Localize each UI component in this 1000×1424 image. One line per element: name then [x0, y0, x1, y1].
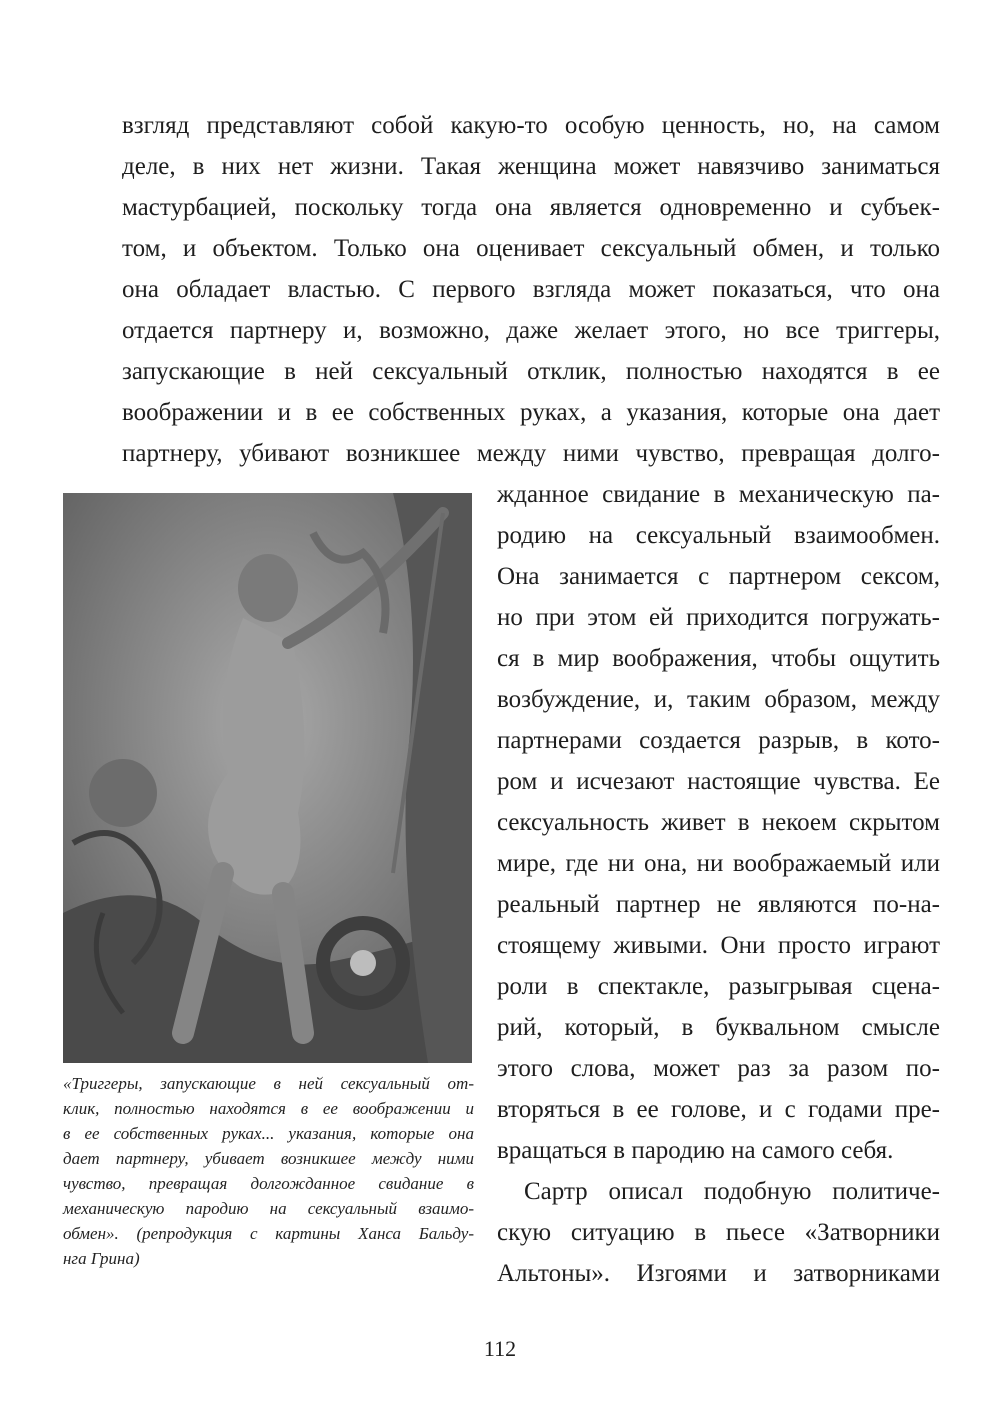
body-line: Сартр описал подобную политиче-: [524, 1178, 940, 1205]
body-line: реальный партнер не являются по-на-: [497, 891, 940, 918]
figure-caption-line: нга Грина): [63, 1249, 140, 1268]
figure-caption-line: клик, полностью находятся в ее воображении и: [63, 1099, 474, 1118]
body-line: Альтоны». Изгоями и затворниками: [497, 1260, 940, 1287]
body-line: сексуальность живет в некоем скрытом: [497, 809, 940, 836]
body-line: ся в мир воображения, чтобы ощутить: [497, 645, 940, 672]
body-line: партнерами создается разрыв, в кото-: [497, 727, 940, 754]
body-line: Она занимается с партнером сексом,: [497, 563, 940, 590]
body-line: ром и исчезают настоящие чувства. Ее: [497, 768, 940, 795]
body-line: родию на сексуальный взаимообмен.: [497, 522, 940, 549]
body-line: мире, где ни она, ни воображаемый или: [497, 850, 940, 877]
body-line: мастурбацией, поскольку тогда она является одновременно и субъек-: [122, 194, 940, 221]
figure-caption-line: дает партнеру, убивает возникшее между ними: [63, 1149, 474, 1168]
body-line: воображении и в ее собственных руках, а указания, которые она дает: [122, 399, 940, 426]
body-line: роли в спектакле, разыгрывая сцена-: [497, 973, 940, 1000]
body-line: партнеру, убивают возникшее между ними чувство, превращая долго-: [122, 440, 940, 467]
body-line: вторяться в ее голове, и с годами пре-: [497, 1096, 940, 1123]
body-line: этого слова, может раз за разом по-: [497, 1055, 940, 1082]
body-line: запускающие в ней сексуальный отклик, полностью находятся в ее: [122, 358, 940, 385]
body-line: она обладает властью. С первого взгляда может показаться, что она: [122, 276, 940, 303]
body-line: стоящему живыми. Они просто играют: [497, 932, 940, 959]
engraving-illustration: [63, 493, 472, 1063]
body-line: том, и объектом. Только она оценивает сексуальный обмен, и только: [122, 235, 940, 262]
body-line: рий, который, в буквальном смысле: [497, 1014, 940, 1041]
body-line: деле, в них нет жизни. Такая женщина может навязчиво заниматься: [122, 153, 940, 180]
figure-caption-line: в ее собственных руках... указания, которые она: [63, 1124, 474, 1143]
body-line: возбуждение, и, таким образом, между: [497, 686, 940, 713]
figure-caption-line: механическую пародию на сексуальный взаимо-: [63, 1199, 474, 1218]
figure-caption-line: обмен». (репродукция с картины Ханса Бальду-: [63, 1224, 474, 1243]
figure-caption-line: чувство, превращая долгожданное свидание в: [63, 1174, 474, 1193]
body-line: отдается партнеру и, возможно, даже желает этого, но все триггеры,: [122, 317, 940, 344]
body-line: скую ситуацию в пьесе «Затворники: [497, 1219, 940, 1246]
figure-caption-line: «Триггеры, запускающие в ней сексуальный от-: [63, 1074, 474, 1093]
page-number: 112: [483, 1336, 517, 1361]
body-line: но при этом ей приходится погружать-: [497, 604, 940, 631]
body-line: взгляд представляют собой какую-то особую ценность, но, на самом: [122, 112, 940, 139]
body-line: жданное свидание в механическую па-: [497, 481, 940, 508]
body-line: вращаться в пародию на самого себя.: [497, 1137, 894, 1164]
